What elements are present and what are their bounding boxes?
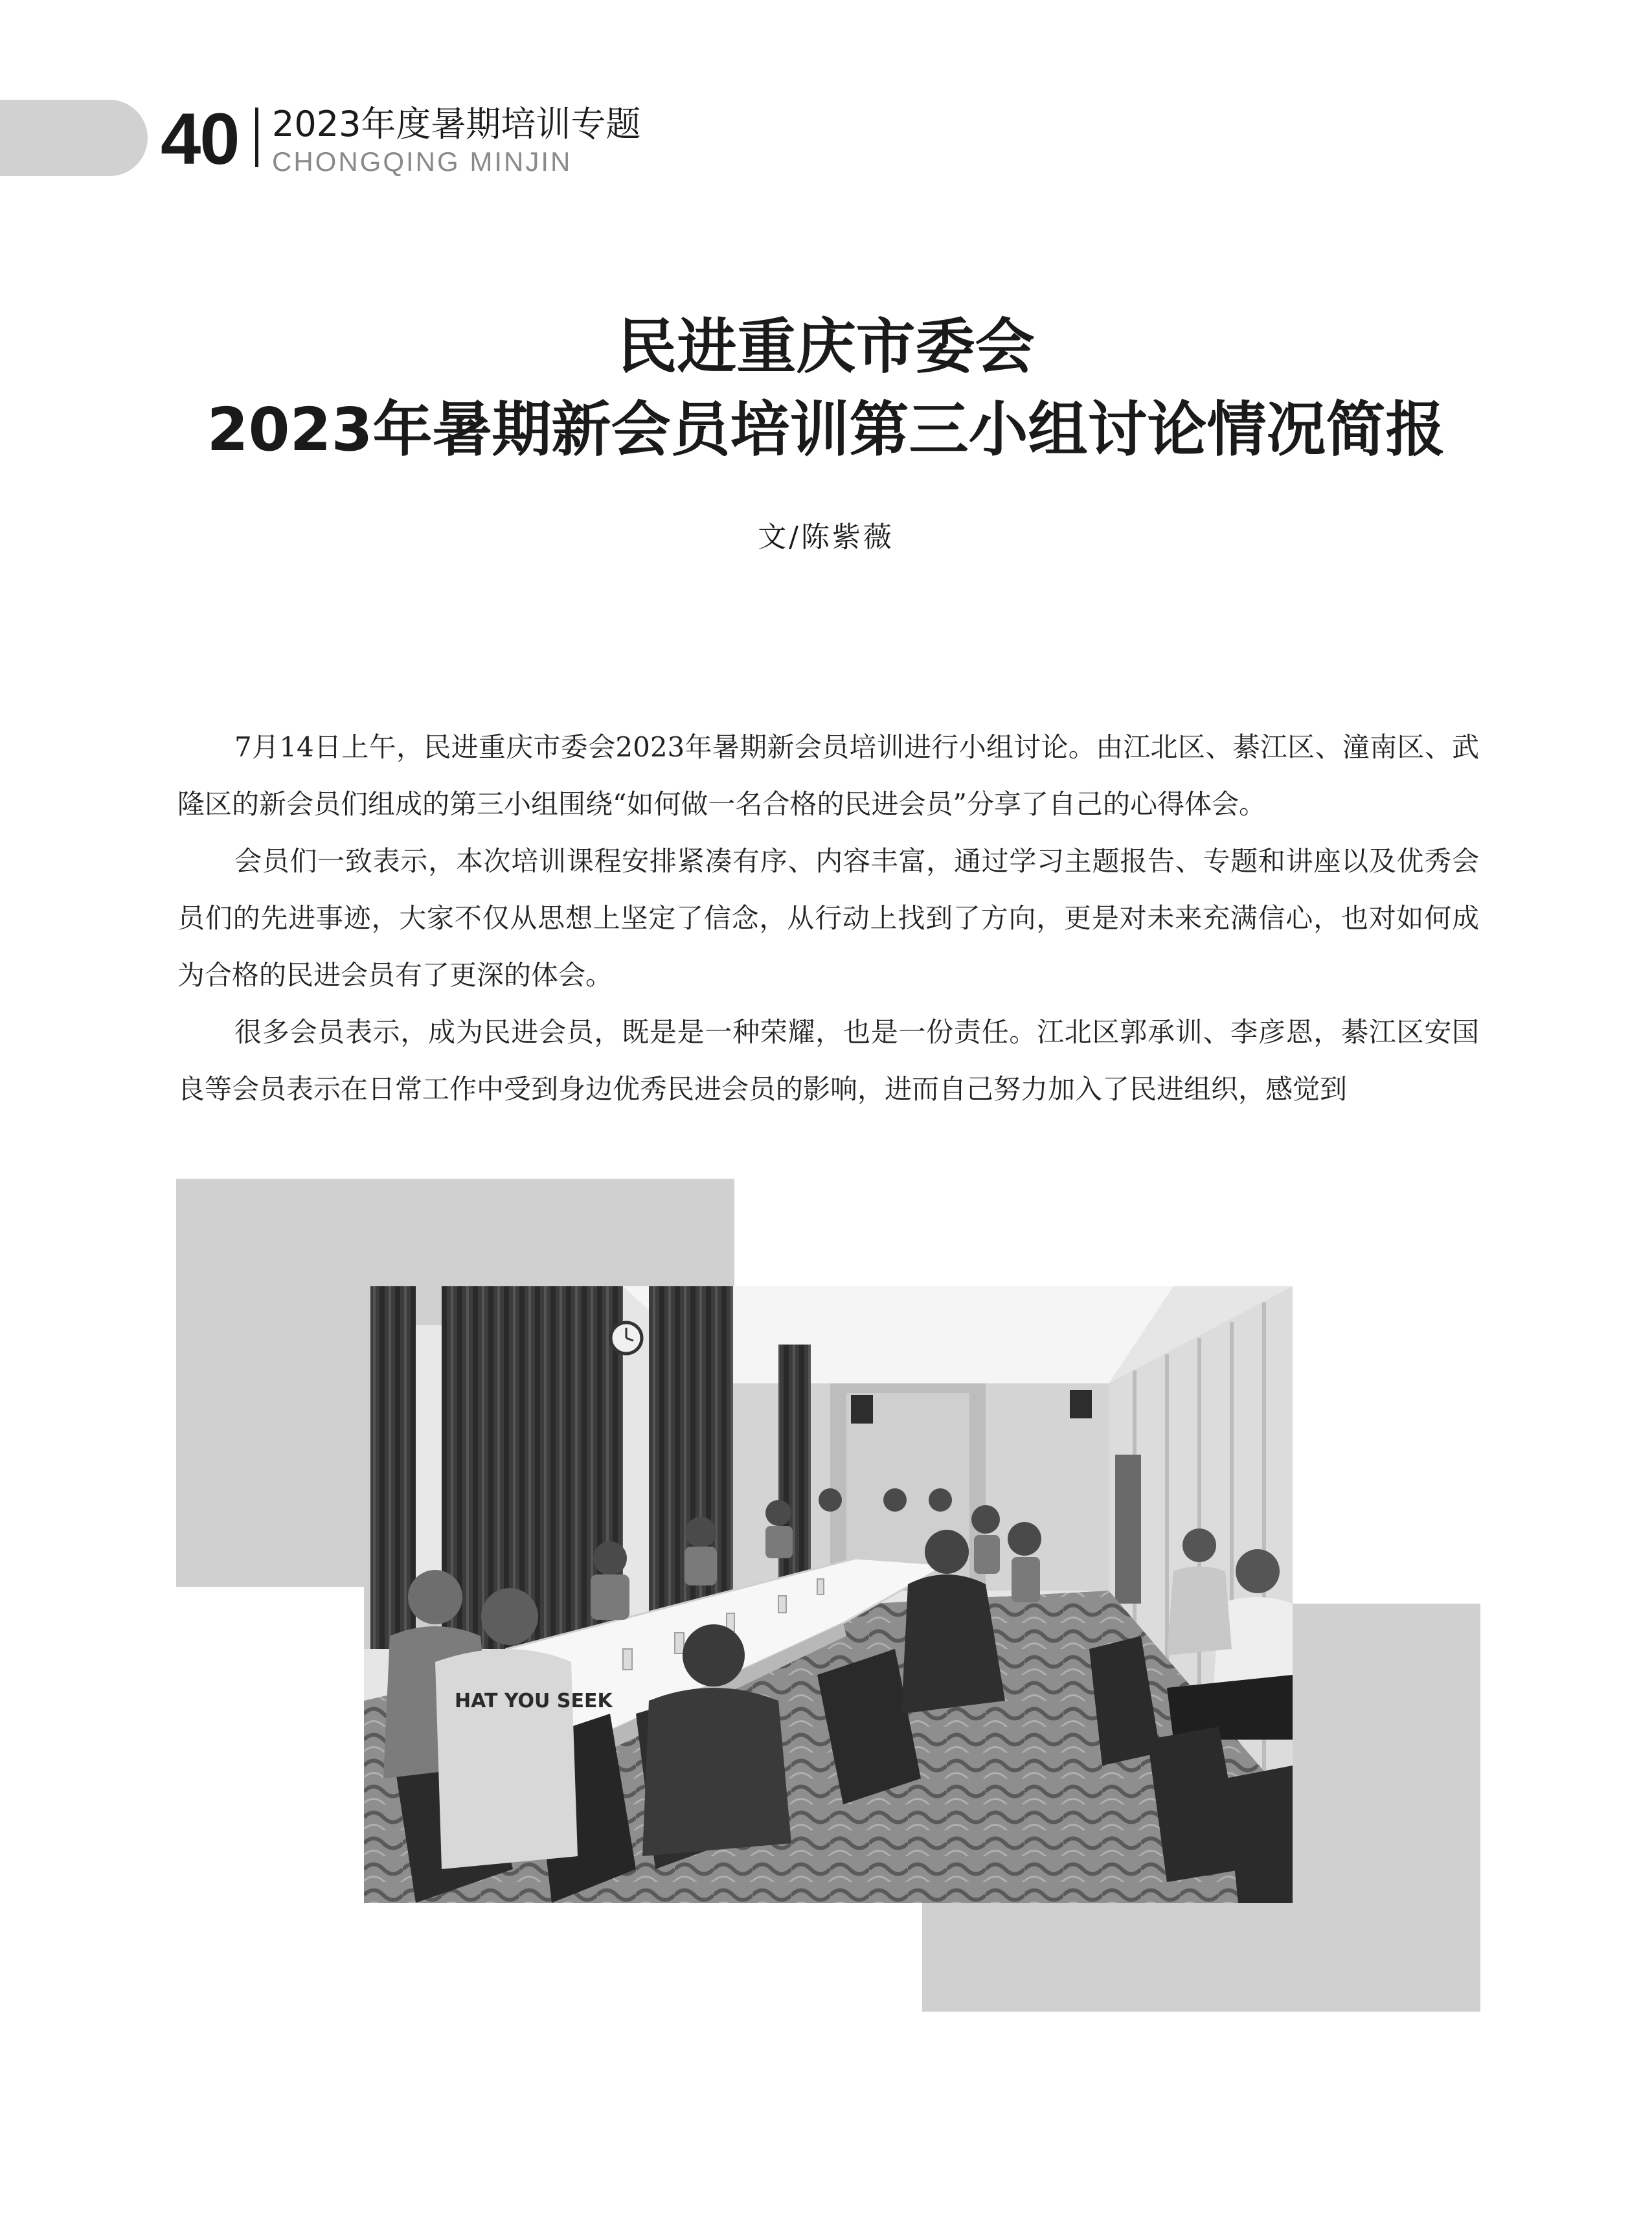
shirt-text: HAT YOU SEEK	[455, 1690, 613, 1712]
meeting-photo-drawing	[364, 1286, 1293, 1903]
header-tab	[0, 100, 148, 176]
article-title-line2: 2023年暑期新会员培训第三小组讨论情况简报	[207, 395, 1445, 464]
paragraph-1: 7月14日上午，民进重庆市委会2023年暑期新会员培训进行小组讨论。由江北区、綦江区、潼南区、武隆区的新会员们组成的第三小组围绕“如何做一名合格的民进会员”分享了自己的心得体会。	[177, 731, 1479, 820]
byline: 文/陈紫薇	[758, 521, 894, 554]
header-divider	[255, 108, 258, 167]
paragraph-2: 会员们一致表示，本次培训课程安排紧凑有序、内容丰富，通过学习主题报告、专题和讲座以及优秀会员们的先进事迹，大家不仅从思想上坚定了信念，从行动上找到了方向，更是对未来充满信心，也对如何成为合格的民进会员有了更深的体会。	[177, 845, 1479, 991]
paragraph-3: 很多会员表示，成为民进会员，既是是一种荣耀，也是一份责任。江北区郭承训、李彦恩，綦江区安国良等会员表示在日常工作中受到身边优秀民进会员的影响，进而自己努力加入了民进组织，感觉到	[177, 1016, 1479, 1105]
page-number: 40	[161, 98, 239, 179]
meeting-photo	[364, 1286, 1293, 1903]
article-body	[177, 719, 1479, 1118]
article-title-line1: 民进重庆市委会	[617, 312, 1035, 381]
section-title: 2023年度暑期培训专题	[272, 104, 641, 144]
magazine-name: CHONGQING MINJIN	[272, 146, 572, 177]
